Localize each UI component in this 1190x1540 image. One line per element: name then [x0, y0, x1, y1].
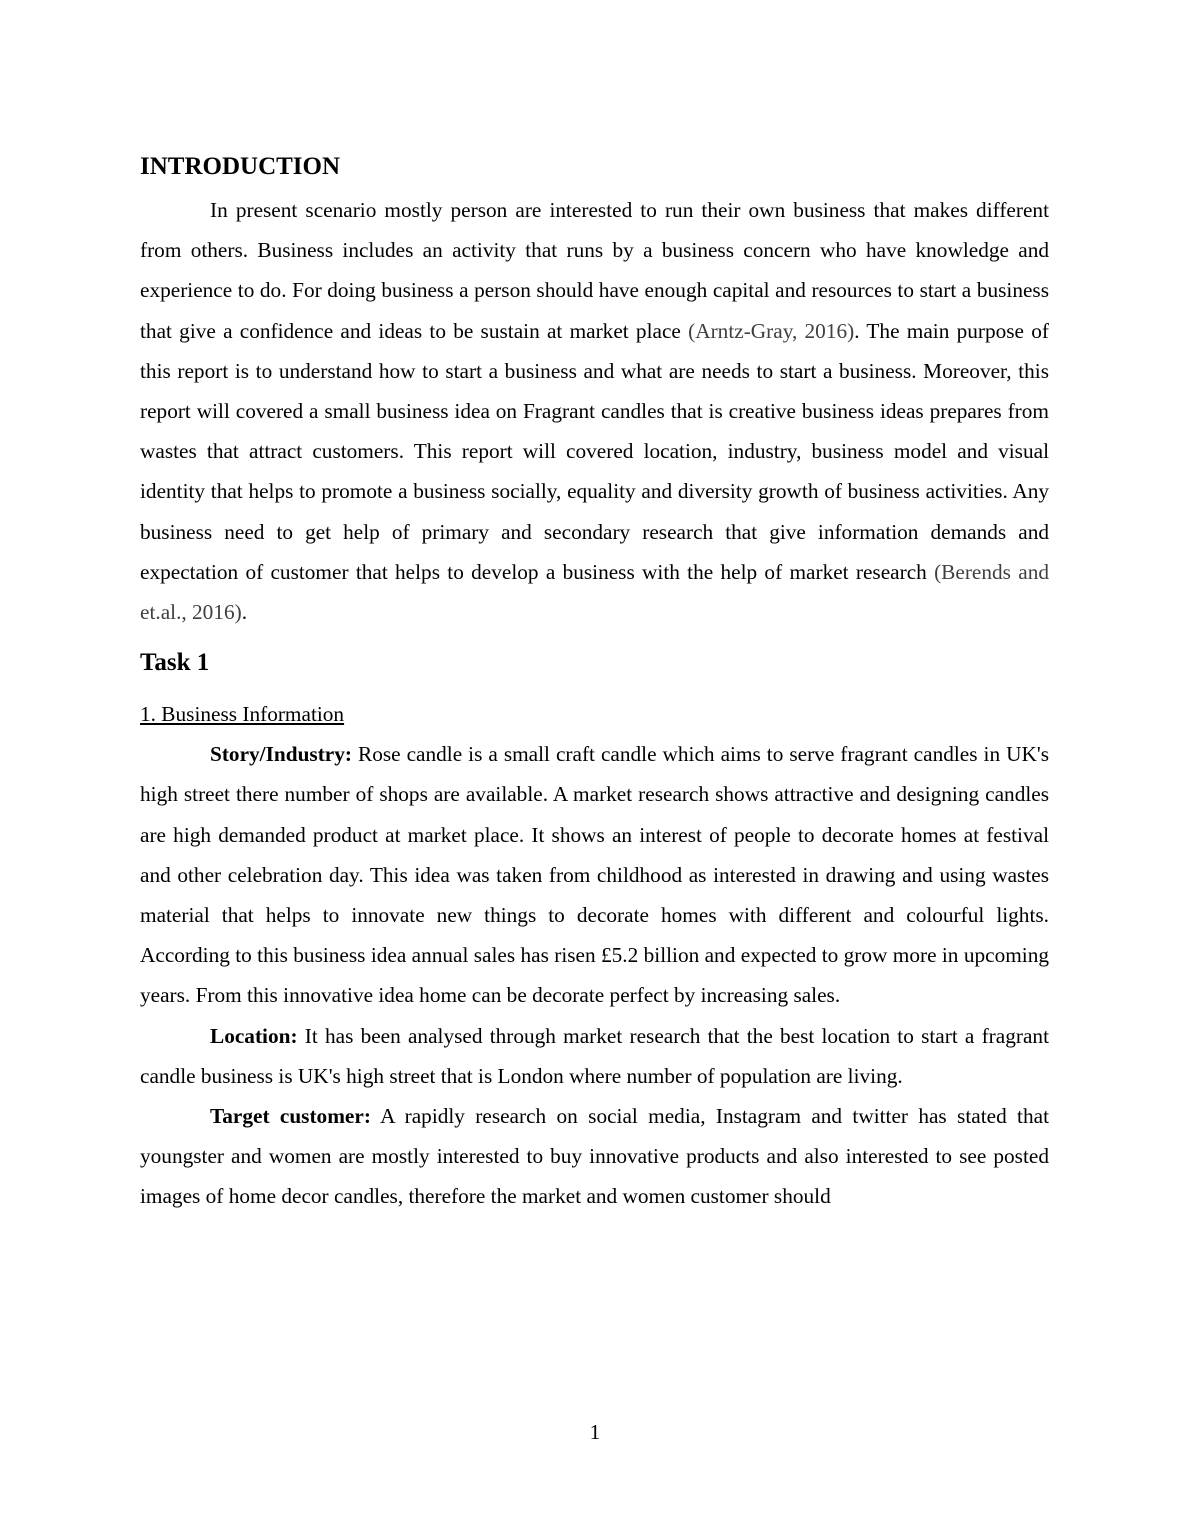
- introduction-text-b: . The main purpose of this report is to understand how to start a business and what are needs to start a business. Moreover, this report will covered a small business idea on Fragrant candles that is creative business ideas prepares from wastes that attract customers. This report will covered location, industry, business model and visual identity that helps to promote a business socially, equality and diversity growth of business activities. Any business need to get help of primary and secondary research that give information demands and expectation of customer that helps to develop a business with the help of market research: [140, 318, 1049, 584]
- introduction-paragraph: [140, 190, 1049, 632]
- page-content: [140, 150, 1049, 1217]
- task1-heading: Task 1: [140, 649, 210, 677]
- introduction-text-a: In present scenario mostly person are interested to run their own business that makes different from others. Business includes an activity that runs by a business concern who have knowledge and experience to do. For doing business a person should have enough capital and resources to start a business that give a confidence and ideas to be sustain at market place: [140, 198, 1049, 343]
- citation-arntz-gray: (Arntz-Gray, 2016): [688, 318, 855, 343]
- introduction-text-c: .: [241, 600, 248, 625]
- location-paragraph: [140, 1016, 1049, 1096]
- citation-berends: (Berends and et.al., 2016): [140, 559, 1050, 625]
- story-industry-label: Story/Industry:: [210, 742, 352, 767]
- story-industry-paragraph: [140, 734, 1049, 1015]
- location-label: Location:: [210, 1023, 298, 1048]
- business-information-subheading: 1. Business Information: [140, 702, 345, 727]
- introduction-heading: INTRODUCTION: [140, 153, 341, 180]
- location-text: It has been analysed through market research that the best location to start a fragrant candle business is UK's high street that is London where number of population are living.: [140, 1023, 1049, 1088]
- story-industry-text: Rose candle is a small craft candle which aims to serve fragrant candles in UK's high street there number of shops are available. A market research shows attractive and designing candles are high demanded product at market place. It shows an interest of people to decorate homes at festival and other celebration day. This idea was taken from childhood as interested in drawing and using wastes material that helps to innovate new things to decorate homes with different and colourful lights. According to this business idea annual sales has risen £5.2 billion and expected to grow more in upcoming years. From this innovative idea home can be decorate perfect by increasing sales.: [140, 742, 1049, 1008]
- target-customer-paragraph: [140, 1096, 1049, 1217]
- page-number: 1: [589, 1420, 601, 1444]
- target-customer-text: A rapidly research on social media, Instagram and twitter has stated that youngster and women are mostly interested to buy innovative products and also interested to see posted images of home decor candles, therefore the market and women customer should: [140, 1104, 1049, 1209]
- target-customer-label: Target customer:: [210, 1104, 371, 1129]
